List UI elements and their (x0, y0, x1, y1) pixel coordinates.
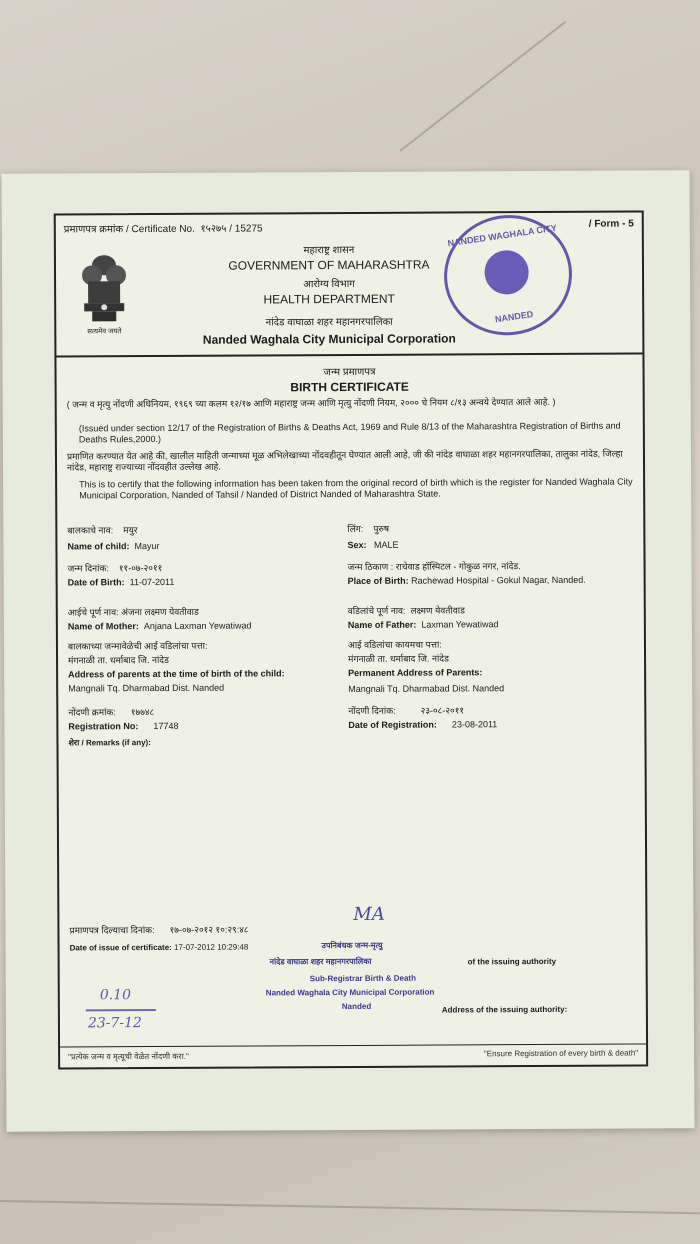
reg-date-marathi: नोंदणी दिनांक: २३-०८-२०११ (348, 705, 465, 716)
seal-bottom-text: NANDED (494, 308, 534, 325)
form-number: / Form - 5 (588, 218, 634, 230)
sex: Sex: MALE (347, 539, 399, 551)
issuing-authority-sign-label: of the issuing authority (467, 956, 557, 967)
addr-perm-marathi-label: आई वडिलांचा कायमचा पत्ता: (347, 639, 442, 650)
date-of-birth: Date of Birth: 11-07-2011 (67, 576, 175, 588)
certify-english: This is to certify that the following information has been taken from the original record of birth which is the register for Nanded Waghala City Municipal Corporation, Nanded of Tahsil / Nanded of District Nanded of Maharashtra State. (79, 476, 633, 501)
sex-marathi: लिंग: पुरुष (347, 523, 390, 535)
issuing-authority-address-label: Address of the issuing authority: (441, 1004, 568, 1015)
gov-marathi: महाराष्ट्र शासन (303, 244, 355, 257)
certificate-number: प्रमाणपत्र क्रमांक / Certificate No. १५२७५ / 15275 (63, 223, 263, 236)
father-name: Name of Father: Laxman Yewatiwad (347, 619, 499, 631)
footer-marathi: "प्रत्येक जन्म व मृत्यूची वेळेत नोंदणी करा." (68, 1051, 189, 1062)
certificate-footer (60, 1043, 646, 1067)
stamp-line-1: उपनिबंधक जन्म-मृत्यु (321, 940, 383, 951)
dept-marathi: आरोग्य विभाग (303, 278, 355, 291)
addr-birth-label: Address of parents at the time of birth of the child: (68, 668, 285, 680)
stamp-line-3: Sub-Registrar Birth & Death (309, 973, 416, 984)
floor-tile-seam (0, 1200, 700, 1214)
seal-emblem-icon (482, 247, 532, 297)
registration-no: Registration No: 17748 (68, 720, 179, 732)
certify-marathi: प्रमाणित करण्यात येत आहे की, खालील माहिती जन्माच्या मूळ अभिलेखाच्या नोंदवहीतून घेण्यात आली आहे, जी की नांदेड वाघाळा शहर महानगरपालिका, तालुका नांदेड, जिल्हा नांदेड, महाराष्ट्र राज्याच्या नोंदवहीत उल्लेख आहे. (66, 448, 623, 473)
child-name: Name of child: Mayur (67, 540, 160, 552)
reg-no-marathi: नोंदणी क्रमांक: १७७४८ (68, 707, 155, 718)
addr-perm-value: Mangnali Tq. Dharmabad Dist. Nanded (348, 683, 505, 694)
remarks-label: शेरा / Remarks (if any): (68, 738, 151, 748)
corp-english: Nanded Waghala City Municipal Corporation (202, 331, 456, 347)
child-name-marathi: बालकाचे नाव: मयुर (67, 525, 138, 536)
stamp-line-4: Nanded Waghala City Municipal Corporation (265, 987, 435, 998)
addr-birth-value: Mangnali Tq. Dharmabad Dist. Nanded (68, 682, 225, 694)
certificate-sheet (1, 170, 694, 1132)
father-name-marathi: वडिलांचे पूर्ण नाव: लक्ष्मण येवतीवाड (347, 605, 465, 617)
birth-certificate (54, 210, 648, 1069)
place-of-birth: Place of Birth: Rachewad Hospital - Gokul Nagar, Nanded. (347, 574, 586, 587)
issue-date: Date of issue of certificate: 17-07-2012 10:29:48 (69, 942, 249, 953)
mother-name-marathi: आईचे पूर्ण नाव: अंजना लक्ष्मण येवतीवाड (67, 606, 199, 618)
handwritten-underline (86, 1009, 156, 1011)
certificate-title: BIRTH CERTIFICATE (290, 379, 409, 395)
corporation-seal (436, 207, 580, 344)
addr-perm-marathi-value: मंगनाळी ता. धर्माबाद जि. नांदेड (348, 653, 449, 664)
issued-under-english: (Issued under section 12/17 of the Registration of Births & Deaths Act, 1969 and Rule 8/13 of the Maharashtra Registration of Births and Deaths Rules,2000.) (78, 420, 621, 445)
handwritten-note-1: 0.10 (99, 987, 132, 1004)
floor-tile-seam (399, 21, 566, 152)
certificate-header (56, 212, 643, 357)
national-emblem-icon (74, 253, 134, 337)
date-of-registration: Date of Registration: 23-08-2011 (348, 719, 498, 730)
issue-date-marathi: प्रमाणपत्र दिल्याचा दिनांक: १७-०७-२०१२ १०:२९:४८ (69, 924, 249, 936)
addr-birth-marathi-label: बालकाच्या जन्मावेळेची आई वडिलांचा पत्ता: (67, 640, 208, 652)
pob-marathi: जन्म ठिकाण : राचेवाड हॉस्पिटल - गोकुळ नगर, नांदेड. (347, 561, 521, 573)
title-marathi: जन्म प्रमाणपत्र (323, 366, 376, 379)
mother-name: Name of Mother: Anjana Laxman Yewatiwad (67, 620, 252, 632)
addr-birth-marathi-value: मंगनाळी ता. धर्माबाद जि. नांदेड (68, 654, 169, 666)
seal-top-text: NANDED WAGHALA CITY (447, 222, 558, 249)
footer-english: "Ensure Registration of every birth & death" (483, 1048, 639, 1059)
corp-marathi: नांदेड वाघाळा शहर महानगरपालिका (265, 316, 393, 329)
gov-english: GOVERNMENT OF MAHARASHTRA (228, 257, 430, 273)
dept-english: HEALTH DEPARTMENT (263, 291, 395, 307)
stamp-line-2: नांदेड वाघाळा शहर महानगरपालिका (269, 956, 372, 967)
stamp-line-5: Nanded (341, 1001, 372, 1012)
handwritten-note-2: 23-7-12 (87, 1015, 142, 1032)
addr-perm-label: Permanent Address of Parents: (348, 667, 483, 678)
emblem-motto: सत्यमेव जयते (87, 328, 122, 336)
issued-under-marathi: ( जन्म व मृत्यु नोंदणी अधिनियम, १९६९ च्या कलम १२/१७ आणि महाराष्ट्र जन्म आणि मृत्यु नोंदणी नियम, २००० चे नियम ८/१३ अन्वये देण्यात आले आहे. ) (66, 396, 556, 410)
dob-marathi: जन्म दिनांक: ११-०७-२०११ (67, 562, 163, 574)
signature: MA (353, 903, 385, 925)
